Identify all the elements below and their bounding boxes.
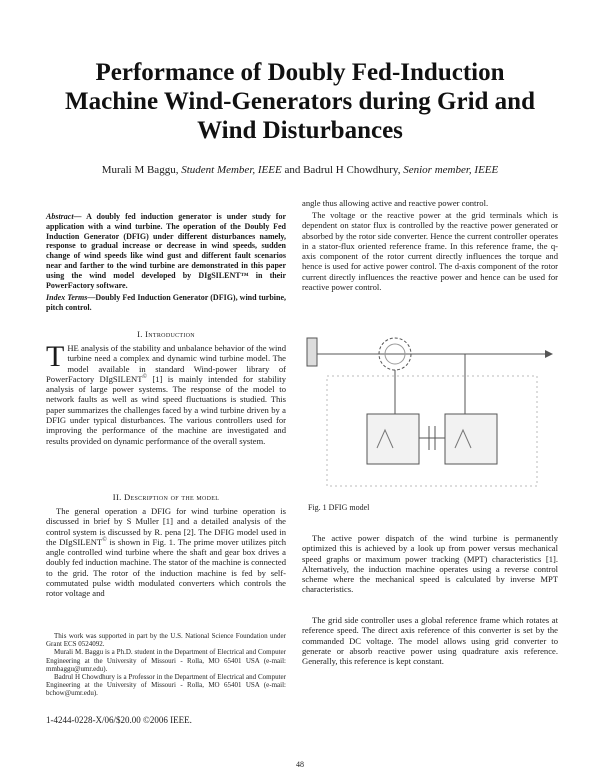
index-terms-text: Doubly Fed Induction Generator (DFIG), wind turbine, pitch control. xyxy=(46,293,286,312)
index-terms-label: Index Terms— xyxy=(46,293,96,302)
section-1-body xyxy=(46,340,286,446)
section-2-heading: II. Description of the model xyxy=(112,492,220,502)
right-col-para-1 xyxy=(302,210,558,292)
section-2-text-b: is shown in Fig. 1. The prime mover utilizes pitch angle controlled wind turbine where the shaft and gear box drives a doubly fed induction machine. The stator of the machine is connected to the grid. The rotor of the induction machine is fed by self-commutated pulse width modulated converters which controls the rotor voltage and xyxy=(46,536,287,599)
right-col-para-3 xyxy=(302,615,558,666)
footnote-3: Badrul H Chowdhury is a Professor in the Department of Electrical and Computer Engineering at the University of Missouri - Rolla, MO 65401 USA (e-mail: bchow@umr.edu). xyxy=(46,673,286,698)
author2-name: Badrul H Chowdhury, xyxy=(303,164,401,176)
section-2-text-a: The general operation a DFIG for wind turbine operation is discussed in brief by S Muller [1] and a detailed analysis of the control system is discussed by R. pena [2]. The DFIG model used in the DIgSILENT xyxy=(46,506,286,547)
dfig-model-diagram xyxy=(305,326,557,492)
section-1-text-a: HE analysis of the stability and unbalance behavior of the wind turbine need a complex and dynamic wind turbine model. The model available in standard Wind-power library of PowerFactory DIgSILENT xyxy=(46,343,286,384)
author2-role: Senior member, IEEE xyxy=(403,164,499,176)
abstract xyxy=(46,212,286,290)
figure-caption: Fig. 1 DFIG model xyxy=(308,503,370,512)
dropcap-letter: T xyxy=(46,340,65,373)
diagram-controller-frame xyxy=(327,376,537,486)
right-para-3-text: The grid side controller uses a global reference frame which rotates at reference speed. The direct axis reference of this converter is set by the commanded DC voltage. The model allows using grid converter to generate or absorb reactive power using quadrature axis reference. Generally, this reference is kept constant. xyxy=(302,615,558,667)
section-2-body xyxy=(46,506,286,599)
author-line xyxy=(40,164,560,177)
section-1-text-b: [1] is mainly intended for stability analysis of large power systems. The response of the model to network faults as well as wind speed fluctuations is studied. This paper summarizes the challenges faced by a wind turbine driven by a DFIG under typical disturbances. The various controllers used for improving the performance of the machine are investigated and results provided on dynamic performance of the overall system. xyxy=(46,373,286,446)
page-number: 48 xyxy=(296,760,304,769)
title-line-3: Wind Disturbances xyxy=(197,117,403,144)
abstract-text: A doubly fed induction generator is under study for application with a wind turbine. The operation of the Doubly Fed Induction Generator (DFIG) under different disturbances namely, response to gradual increase or decrease in wind speeds, sudden change of wind speeds like wind gust and different fault scenarios near and farther to the wind turbine are demonstrated in this paper using the wind model developed by DIgSILENT™ in their PowerFactory software. xyxy=(46,212,286,290)
section-1-heading: I. Introduction xyxy=(137,329,195,339)
paper-title xyxy=(40,58,560,145)
copyright-sup-1: © xyxy=(142,374,148,381)
author-connector: and xyxy=(284,164,301,176)
diagram-source-block xyxy=(307,338,317,366)
right-col-para-2 xyxy=(302,533,558,595)
diagram-grid-converter xyxy=(445,414,497,464)
title-line-1: Performance of Doubly Fed-Induction xyxy=(95,59,505,86)
author1-name: Murali M Baggu, xyxy=(101,164,179,176)
footnotes xyxy=(46,632,286,698)
title-line-2: Machine Wind-Generators during Grid and xyxy=(65,88,535,115)
diagram-rotor-converter xyxy=(367,414,419,464)
right-para-1-text: The voltage or the reactive power at the grid terminals which is dependent on stator flux is controlled by the reactive power generated or absorbed by the rotor side converter. Hence the current controller operates in a stator-flux oriented reference frame. In this reference frame, the q-axis component of the rotor current directly influences the torque and hence is used for active power control. The d-axis component of the rotor current directly influences the reactive power and hence can be used for reactive power control. xyxy=(302,210,558,293)
right-col-continuation: angle thus allowing active and reactive power control. xyxy=(302,198,489,208)
issn-line: 1-4244-0228-X/06/$20.00 ©2006 IEEE. xyxy=(46,715,192,725)
footnote-2: Murali M. Baggu is a Ph.D. student in the Department of Electrical and Computer Engineering at the University of Missouri - Rolla, MO 65401 USA (e-mail: mmbaggu@umr.edu). xyxy=(46,648,286,673)
right-para-2-text: The active power dispatch of the wind turbine is permanently optimized this is achieved by a look up from power versus mechanical speed graphs or maximum power tracking (MPT) characteristics [1]. Alternatively, the induction machine operates using a reverse control scheme where the mechanical speed is calculated by inverse MPT characteristics. xyxy=(302,533,558,595)
copyright-sup-2: © xyxy=(102,537,107,544)
footnote-1: This work was supported in part by the U.S. National Science Foundation under Grant ECS 0524092. xyxy=(46,632,286,649)
diagram-arrow xyxy=(545,350,553,358)
index-terms xyxy=(46,293,286,313)
author1-role: Student Member, IEEE xyxy=(181,164,282,176)
abstract-label: Abstract— xyxy=(46,212,82,221)
